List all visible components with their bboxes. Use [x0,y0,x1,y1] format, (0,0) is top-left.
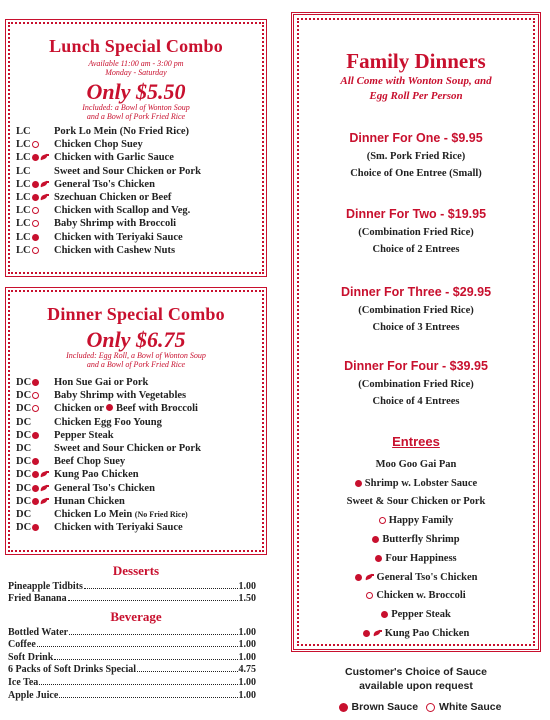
brown-sauce-icon [355,480,362,487]
spicy-pepper-icon [40,485,49,492]
item-code-label: LC [16,205,31,217]
item-name-text: Chicken with Garlic Sauce [54,152,174,164]
item-code [16,390,54,401]
item-name-text: General Tso's Chicken [54,482,155,494]
entree-name: Chicken w. Broccoli [376,590,466,602]
beverage-title: Beverage [110,609,162,624]
item-code [16,205,54,216]
item-code [16,417,54,428]
brown-sauce-icon [355,574,362,581]
list-item [16,442,258,455]
dot-leader [68,600,238,601]
entree-name: Sweet & Sour Chicken or Pork [346,496,486,508]
item-code-label: DC [16,403,32,415]
price-row [8,579,256,592]
brown-sauce-icon [32,471,39,478]
item-code-label: DC [16,377,32,389]
item-code-label: LC [16,178,31,190]
item-name [54,483,258,494]
brown-sauce-icon [106,404,113,411]
item-name [54,192,258,203]
price-item-name: Fried Banana [8,593,67,605]
item-code-label: DC [16,482,32,494]
item-name [54,430,258,441]
entree-item [294,549,538,568]
lunch-price: Only $5.50 [86,79,186,104]
list-item [16,191,258,204]
price-value: 1.00 [238,626,256,638]
white-sauce-icon [32,207,39,214]
family-dinner-option [294,207,538,258]
lunch-days: Monday - Saturday [105,68,167,77]
family-dinner-option [294,131,538,182]
item-name-part: Chicken or [54,403,104,415]
list-item [16,376,258,389]
list-item [16,482,258,495]
spicy-pepper-icon [40,194,49,201]
spicy-pepper-icon [40,181,49,188]
item-name [54,469,258,480]
list-item [16,204,258,217]
list-item [16,151,258,164]
dot-leader [54,659,237,660]
dinner-title: Dinner Special Combo [47,304,225,324]
white-sauce-icon [426,703,435,712]
sauce-legend [291,701,549,713]
item-code-label: LC [16,231,31,243]
lunch-available: Available 11:00 am - 3:00 pm [88,59,184,68]
lunch-item-list [16,125,258,257]
list-item [16,468,258,481]
dinner-included-2: and a Bowl of Pork Fried Rice [86,360,186,369]
dinner-price: Only $6.75 [86,327,186,352]
item-name-text: Pepper Steak [54,429,114,441]
family-subtitle-2: Egg Roll Per Person [369,90,463,102]
dinner-choice: Choice of One Entree (Small) [350,168,482,179]
white-sauce-icon [32,220,39,227]
entree-name: Kung Pao Chicken [384,628,470,640]
item-code [16,522,54,533]
item-name [54,456,258,467]
brown-sauce-label: Brown Sauce [351,701,419,713]
family-dinner-option [294,285,538,336]
item-code [16,443,54,454]
white-sauce-icon [32,141,39,148]
white-sauce-legend [426,701,501,713]
dinner-rice: (Sm. Pork Fried Rice) [366,151,466,162]
family-dinner-option [294,359,538,410]
white-sauce-icon [379,517,386,524]
item-name [54,166,258,177]
item-name-text: Hon Sue Gai or Pork [54,377,149,389]
item-code-label: DC [16,508,32,520]
white-sauce-label: White Sauce [439,701,502,713]
item-code-label: DC [16,495,32,507]
brown-sauce-icon [32,154,39,161]
item-code-label: LC [16,192,31,204]
list-item [16,521,258,534]
dessert-list [8,579,256,604]
dinner-choice: Choice of 4 Entrees [372,396,460,407]
item-name-text: Kung Pao Chicken [54,469,139,481]
price-value: 1.00 [238,580,256,592]
list-item [16,455,258,468]
entree-name: Pepper Steak [391,609,451,621]
list-item [16,429,258,442]
item-name [54,390,258,401]
price-row [8,675,256,688]
item-code-label: DC [16,469,32,481]
entree-item [294,587,538,606]
item-note: (No Fried Rice) [134,509,188,519]
item-code [16,232,54,243]
price-item-name: Soft Drink [8,651,54,663]
item-name [54,139,258,150]
dinner-included-1: Included: Egg Roll, a Bowl of Wonton Soup [66,351,206,360]
item-code-label: LC [16,244,31,256]
price-row [8,625,256,638]
item-code [16,245,54,256]
item-code-label: LC [16,139,31,151]
brown-sauce-icon [32,524,39,531]
family-subtitle [294,74,538,104]
brown-sauce-icon [32,432,39,439]
price-row [8,663,256,676]
item-name-text: Pork Lo Mein (No Fried Rice) [54,126,190,138]
item-name-text: Chicken with Teriyaki Sauce [54,231,183,243]
list-item [16,495,258,508]
item-code-label: LC [16,152,31,164]
family-title: Family Dinners [346,49,486,73]
brown-sauce-icon [32,485,39,492]
dinner-name: Dinner For Four - $39.95 [344,359,488,373]
item-name-text: Sweet and Sour Chicken or Pork [54,443,201,455]
brown-sauce-icon [32,498,39,505]
list-item [16,138,258,151]
brown-sauce-icon [32,234,39,241]
item-code [16,403,54,414]
beverage-list [8,625,256,701]
entree-name: Happy Family [388,515,454,527]
item-name [54,509,258,520]
brown-sauce-icon [32,458,39,465]
item-code [16,377,54,388]
list-item [16,217,258,230]
item-name [54,377,258,388]
sauce-note [291,665,541,693]
entrees-title: Entrees [392,434,440,449]
entree-name: Moo Goo Gai Pan [375,458,457,470]
entree-list [294,455,538,643]
brown-sauce-icon [381,611,388,618]
dot-leader [39,684,237,685]
item-code [16,126,54,137]
entree-name: Four Happiness [385,552,457,564]
item-name [54,443,258,454]
lunch-special-box [8,22,264,274]
entree-item [294,605,538,624]
price-item-name: Apple Juice [8,689,59,701]
white-sauce-icon [32,247,39,254]
item-code [16,469,54,480]
item-code [16,139,54,150]
item-name [54,205,258,216]
entree-item [294,455,538,474]
white-sauce-icon [32,405,39,412]
item-name [54,522,258,533]
spicy-pepper-icon [40,498,49,505]
dinner-item-list [16,376,258,534]
list-item [16,416,258,429]
item-name-text: Chicken Egg Foo Young [54,416,162,428]
item-code-label: DC [16,390,32,402]
dinner-name: Dinner For Three - $29.95 [340,285,492,299]
item-name-text: Hunan Chicken [54,495,125,507]
item-name [54,417,258,428]
price-row [8,638,256,651]
brown-sauce-legend [339,701,419,713]
list-item [16,125,258,138]
item-code-label: LC [16,126,31,138]
item-name-text: Beef Chop Suey [54,456,126,468]
spicy-pepper-icon [373,630,382,637]
item-code [16,430,54,441]
lunch-included-2: and a Bowl of Pork Fried Rice [86,112,186,121]
entree-name: Shrimp w. Lobster Sauce [364,477,478,489]
entree-name: Butterfly Shrimp [382,534,460,546]
list-item [16,178,258,191]
spicy-pepper-icon [365,574,374,581]
entree-item [294,530,538,549]
price-row [8,650,256,663]
lunch-included-1: Included: a Bowl of Wonton Soup [82,103,190,112]
white-sauce-icon [366,592,373,599]
lunch-title: Lunch Special Combo [49,36,223,56]
item-name-text: Chicken with Cashew Nuts [54,244,176,256]
item-name-text: Baby Shrimp with Broccoli [54,218,177,230]
list-item [16,508,258,521]
list-item [16,389,258,402]
item-code-label: LC [16,218,31,230]
item-code-label: DC [16,456,32,468]
list-item [16,231,258,244]
dot-leader [59,697,237,698]
item-code-label: DC [16,416,32,428]
white-sauce-icon [32,392,39,399]
item-name-text: Chicken with Scallop and Veg. [54,205,191,217]
brown-sauce-icon [32,181,39,188]
item-code-label: DC [16,522,32,534]
dinner-special-box [8,290,264,552]
item-code [16,496,54,507]
price-item-name: Ice Tea [8,676,39,688]
price-row [8,592,256,605]
item-name [54,245,258,256]
item-code [16,179,54,190]
brown-sauce-icon [375,555,382,562]
item-name-text: Chicken with Teriyaki Sauce [54,522,183,534]
dinner-name: Dinner For Two - $19.95 [345,207,487,221]
brown-sauce-icon [32,194,39,201]
item-name-text: Szechuan Chicken or Beef [54,192,172,204]
price-item-name: Bottled Water [8,626,69,638]
dinner-choice: Choice of 3 Entrees [372,322,460,333]
item-name [54,403,258,414]
item-code-label: LC [16,165,31,177]
brown-sauce-icon [372,536,379,543]
item-name-text: Baby Shrimp with Vegetables [54,390,187,402]
spicy-pepper-icon [40,471,49,478]
brown-sauce-icon [32,379,39,386]
price-item-name: Coffee [8,639,36,651]
dot-leader [37,646,238,647]
price-value: 1.00 [238,676,256,688]
list-item [16,402,258,415]
dot-leader [84,588,238,589]
item-name-part: Beef with Broccoli [115,403,198,415]
desserts-title: Desserts [112,563,160,578]
entree-item [294,474,538,493]
item-code-label: DC [16,429,32,441]
brown-sauce-icon [339,703,348,712]
brown-sauce-icon [363,630,370,637]
entree-item [294,624,538,643]
dinner-rice: (Combination Fried Rice) [358,227,474,238]
item-name [54,496,258,507]
family-subtitle-1: All Come with Wonton Soup, and [340,75,492,87]
item-name-text: Sweet and Sour Chicken or Pork [54,165,201,177]
item-code [16,192,54,203]
item-name-text: General Tso's Chicken [54,178,155,190]
item-code [16,218,54,229]
price-item-name: 6 Packs of Soft Drinks Special [8,664,137,676]
price-value: 1.00 [238,689,256,701]
item-name [54,126,258,137]
item-code [16,152,54,163]
price-value: 1.50 [238,593,256,605]
sauce-note-2: available upon request [359,680,473,692]
item-name-text: Chicken Chop Suey [54,139,143,151]
item-code [16,166,54,177]
item-name [54,152,258,163]
price-value: 1.00 [238,651,256,663]
entree-item [294,511,538,530]
dinner-rice: (Combination Fried Rice) [358,305,474,316]
dinner-name: Dinner For One - $9.95 [349,131,483,145]
item-name [54,179,258,190]
item-code [16,456,54,467]
item-name-text: Chicken Lo Mein [54,508,133,520]
entree-name: General Tso's Chicken [376,571,478,583]
dot-leader [137,671,237,672]
price-item-name: Pineapple Tidbits [8,580,83,592]
list-item [16,244,258,257]
item-code [16,509,54,520]
family-dinners-box [291,12,541,652]
entree-item [294,568,538,587]
spicy-pepper-icon [40,154,49,161]
dinner-rice: (Combination Fried Rice) [358,379,474,390]
price-value: 1.00 [238,639,256,651]
item-code-label: DC [16,443,32,455]
price-row [8,688,256,701]
dot-leader [69,634,237,635]
price-value: 4.75 [238,664,256,676]
entree-item [294,493,538,512]
list-item [16,165,258,178]
item-code [16,483,54,494]
item-name [54,218,258,229]
sauce-note-1: Customer's Choice of Sauce [345,666,487,678]
item-name [54,232,258,243]
dinner-choice: Choice of 2 Entrees [372,244,460,255]
